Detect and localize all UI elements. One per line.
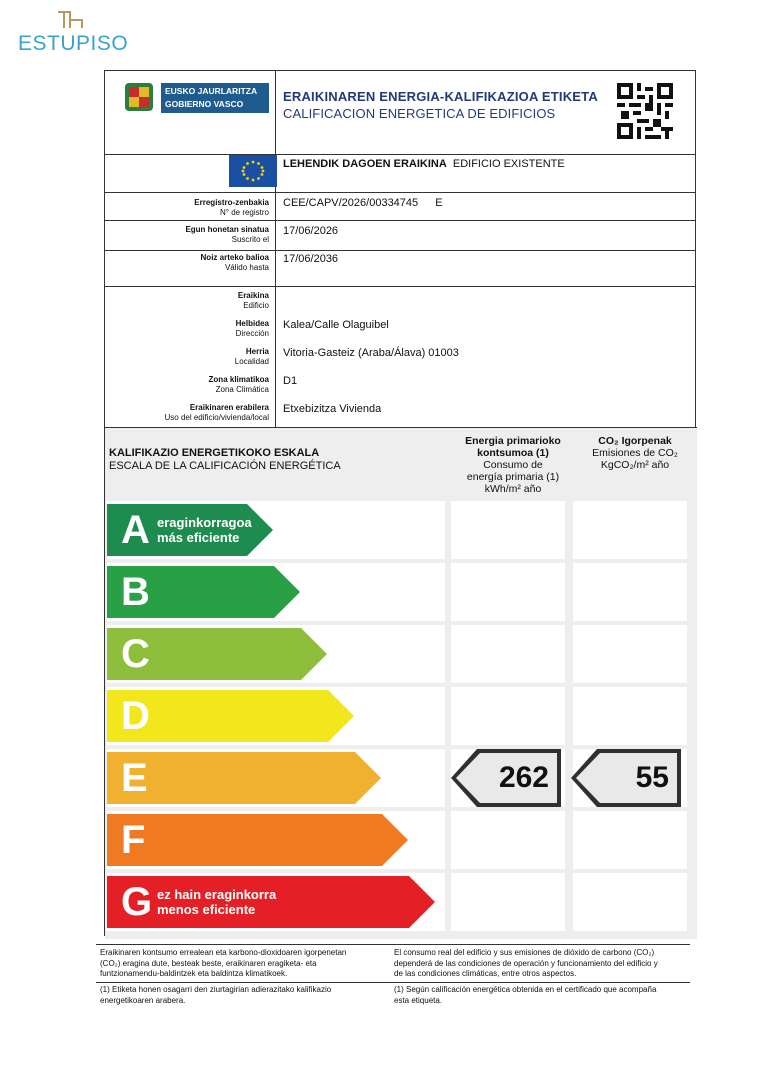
- footer-es-line-3: de las condiciones climáticas, entre otros aspectos.: [394, 969, 577, 978]
- grade-arrow-g: [107, 876, 435, 928]
- address-label-es: Dirección: [235, 329, 269, 338]
- footer-es-line-1: El consumo real del edificio y sus emisiones de dióxido de carbono (CO₂): [394, 948, 655, 957]
- footer-note-es: [394, 948, 694, 980]
- emissions-badge: [571, 749, 681, 807]
- emissions-header-es: Emisiones de CO₂: [592, 447, 678, 459]
- grade-arrow-c: [107, 628, 327, 680]
- emissions-header: [573, 435, 697, 471]
- consumption-cell: [451, 873, 565, 931]
- valid-label: [105, 253, 269, 273]
- footer-mid-rule: [96, 982, 690, 983]
- brand-name: ESTUPISO: [18, 32, 129, 55]
- building-label: [105, 291, 269, 311]
- consumption-cell: [451, 811, 565, 869]
- emissions-cell: [573, 625, 687, 683]
- footer-eu-line-1: Eraikinaren kontsumo errealean eta karbono-dioxidoaren igorpenetan: [100, 948, 347, 957]
- building-label-eu: Eraikina: [237, 291, 269, 300]
- grade-arrow-f: [107, 814, 408, 866]
- grade-arrow-shape: [107, 814, 408, 866]
- footnote-eu-line-1: (1) Etiketa honen osagarri den ziurtagirian adierazitako kalifikazio: [100, 985, 332, 994]
- grade-arrow-d: [107, 690, 354, 742]
- registration-grade: E: [435, 197, 443, 209]
- registration-value: [283, 197, 443, 209]
- title-spanish: CALIFICACION ENERGETICA DE EDIFICIOS: [283, 106, 556, 121]
- climate-zone-label-es: Zona Climática: [215, 385, 269, 394]
- grade-letter: C: [121, 632, 150, 676]
- emissions-cell: [573, 873, 687, 931]
- footnote-eu: [100, 985, 390, 1006]
- locality-value: Vitoria-Gasteiz (Araba/Álava) 01003: [283, 347, 459, 359]
- registration-label-eu: Erregistro-zenbakia: [194, 198, 269, 207]
- gobierno-vasco-logo: [121, 79, 271, 117]
- building-use-label-eu: Eraikinaren erabilera: [189, 403, 269, 412]
- registration-number: CEE/CAPV/2026/00334745: [283, 197, 419, 209]
- grade-letter: F: [121, 818, 146, 862]
- footer-es-line-2: dependerá de las condiciones de operación y funcionamiento del edificio y: [394, 958, 658, 968]
- emissions-header-eu: CO₂ Igorpenak: [598, 435, 672, 447]
- climate-zone-label-eu: Zona klimatikoa: [208, 375, 269, 384]
- scale-title: [109, 447, 341, 473]
- consumption-unit: kWh/m² año: [484, 483, 542, 495]
- building-use-label-es: Uso del edificio/vivienda/local: [164, 413, 269, 422]
- gov-name-box: [161, 83, 269, 113]
- climate-zone-label: [105, 375, 269, 395]
- signed-date: 17/06/2026: [283, 225, 339, 237]
- grade-letter: D: [121, 694, 150, 738]
- grade-letter: B: [121, 570, 150, 614]
- consumption-cell: [451, 687, 565, 745]
- signed-label-es: Suscrito el: [231, 235, 269, 244]
- valid-label-es: Válido hasta: [224, 263, 269, 272]
- footer-eu-line-3: funtzionamendu-baldintzek eta baldintza klimatikoek.: [100, 969, 288, 978]
- locality-label: [105, 347, 269, 367]
- grade-letter: E: [121, 756, 148, 800]
- locality-label-eu: Herria: [245, 347, 269, 356]
- grade-arrow-e: [107, 752, 381, 804]
- building-type-eu: LEHENDIK DAGOEN ERAIKINA: [283, 158, 447, 170]
- energy-label-card: [104, 70, 696, 936]
- footer-note-eu: [100, 948, 390, 980]
- emissions-cell: [573, 687, 687, 745]
- emissions-cell: [573, 811, 687, 869]
- building-type: [283, 158, 565, 170]
- footnote-eu-line-2: energetikoaren arabera.: [100, 995, 186, 1005]
- grade-letter: A: [121, 508, 150, 552]
- most-efficient-label: eraginkorragoa más eficiente: [157, 515, 252, 545]
- footnote-es-line-1: (1) Según calificación energética obtenida en el certificado que acompaña: [394, 985, 657, 994]
- signed-label-eu: Egun honetan sinatua: [185, 225, 269, 234]
- consumption-header-eu-1: Energia primarioko: [465, 435, 561, 447]
- grade-letter: G: [121, 880, 153, 924]
- info-divider: [275, 287, 276, 427]
- valid-label-eu: Noiz arteko balioa: [200, 253, 269, 262]
- consumption-header-es-1: Consumo de: [483, 459, 543, 471]
- footer-eu-line-2: (CO₂) eragina dute, besteak beste, eraikinaren eragiketa- eta: [100, 958, 317, 968]
- registration-label: [105, 198, 269, 218]
- estupiso-logo: [18, 10, 128, 58]
- grade-arrow-shape: [107, 752, 381, 804]
- emissions-value: 55: [635, 761, 669, 794]
- scale-title-eu: KALIFIKAZIO ENERGETIKOKO ESKALA: [109, 447, 320, 459]
- footnote-es-line-2: esta etiqueta.: [394, 995, 443, 1005]
- emissions-cell: [573, 563, 687, 621]
- consumption-badge: [451, 749, 561, 807]
- address-value: Kalea/Calle Olaguibel: [283, 319, 389, 331]
- grade-arrow-b: [107, 566, 300, 618]
- consumption-header: [451, 435, 575, 495]
- footnote-es: [394, 985, 694, 1006]
- address-label-eu: Helbidea: [235, 319, 269, 328]
- building-use-label: [105, 403, 269, 423]
- consumption-cell: [451, 501, 565, 559]
- gov-name-es: GOBIERNO VASCO: [165, 99, 244, 109]
- building-use-value: Etxebizitza Vivienda: [283, 403, 382, 415]
- consumption-header-es-2: energía primaria (1): [466, 471, 560, 483]
- consumption-header-eu-2: kontsumoa (1): [477, 447, 549, 459]
- eu-flag-icon: [229, 155, 277, 187]
- consumption-cell: [451, 563, 565, 621]
- registration-label-es: N° de registro: [220, 208, 269, 217]
- consumption-value: 262: [498, 761, 549, 794]
- locality-label-es: Localidad: [234, 357, 269, 366]
- consumption-cell: [451, 625, 565, 683]
- qr-code-icon: [617, 83, 673, 139]
- emissions-cell: [573, 501, 687, 559]
- address-label: [105, 319, 269, 339]
- climate-zone-value: D1: [283, 375, 298, 387]
- scale-title-es: ESCALA DE LA CALIFICACIÓN ENERGÉTICA: [109, 460, 341, 472]
- title-basque: ERAIKINAREN ENERGIA-KALIFIKAZIOA ETIKETA: [283, 89, 598, 104]
- logo-mark-icon: [56, 10, 96, 30]
- coat-of-arms-icon: [121, 79, 157, 115]
- footer-top-rule: [96, 944, 690, 945]
- gov-name-eu: EUSKO JAURLARITZA: [165, 86, 258, 96]
- building-label-es: Edificio: [243, 301, 269, 310]
- building-type-es: EDIFICIO EXISTENTE: [452, 158, 565, 170]
- least-efficient-label: ez hain eraginkorra menos eficiente: [157, 887, 277, 917]
- signed-label: [105, 225, 269, 245]
- grade-arrow-a: [107, 504, 273, 556]
- valid-date: 17/06/2036: [283, 253, 339, 265]
- emissions-unit: KgCO₂/m² año: [600, 459, 670, 471]
